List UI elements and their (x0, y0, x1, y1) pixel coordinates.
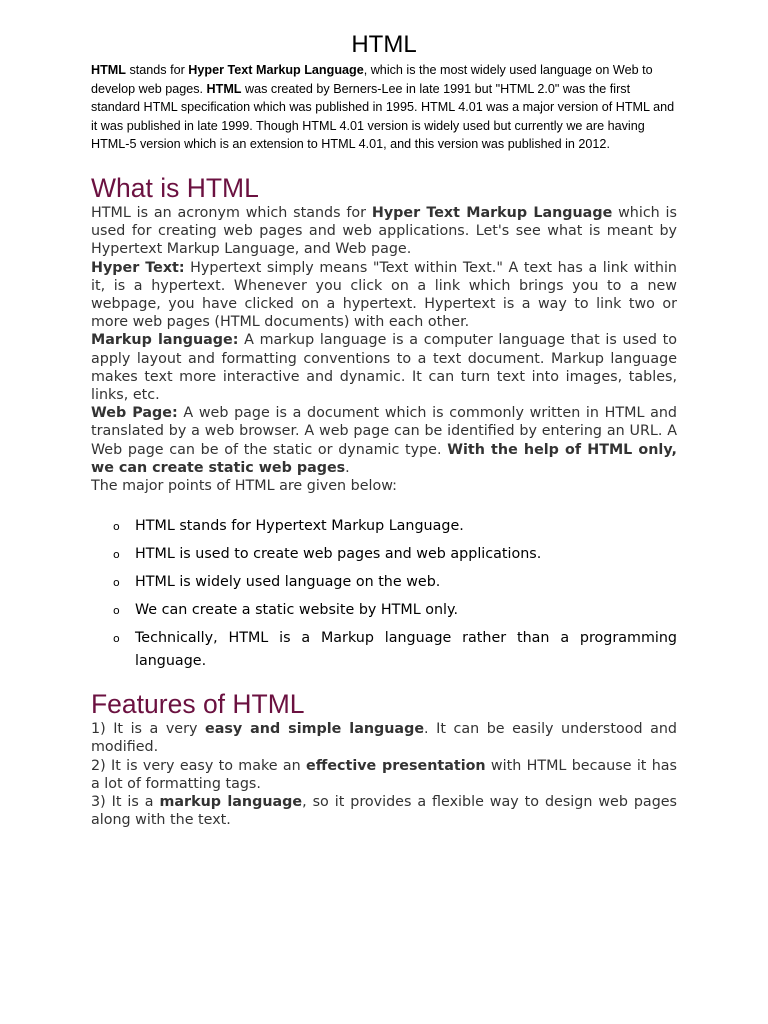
intro-html-bold: HTML (91, 63, 126, 77)
circle-bullet-icon: o (113, 632, 120, 646)
feature-3-paragraph (91, 793, 677, 829)
page-title: HTML (351, 31, 417, 58)
hyper-text-paragraph (91, 259, 677, 332)
paragraph-text: which is used for creating web pages and web applications. Let's see what is meant by Hypertext Markup Language, and Web page. (91, 204, 677, 258)
intro-text: was created by Berners-Lee in late 1991 but "HTML 2.0" was the first standard HTML specification which was published in 1995. HTML 4.01 was a major version of HTML and it was published in late 1999. Though HTML 4.01 version is widely used but currently we are having HTML-5 version which is an extension to HTML 4.01, and this version was published in 2012. (91, 81, 675, 152)
paragraph-text: , so it provides a flexible way to design web pages along with the text. (91, 794, 678, 829)
intro-text: stands for (125, 63, 189, 77)
paragraph-text: 1) It is a very (91, 721, 205, 738)
section-heading-what-is-html: What is HTML (91, 172, 259, 203)
paragraph-text: . It can be easily understood and modified. (91, 721, 677, 756)
markup-language-paragraph (91, 331, 677, 404)
paragraph-text: Hypertext simply means "Text within Text." A text has a link within it, is a hypertext. Whenever you click on a link which brings you to a new webpage, you have clicked on a hypertext. Hypertext is a way to link two or more web pages (HTML documents) with each other. (91, 259, 677, 331)
what-is-paragraph (91, 204, 677, 259)
term-label: Markup language: (91, 332, 239, 349)
bold-term: Hyper Text Markup Language (371, 204, 613, 221)
web-page-paragraph (91, 404, 677, 477)
circle-bullet-icon: o (113, 604, 120, 618)
paragraph-text: 2) It is very easy to make an (91, 757, 307, 774)
bold-term: markup language (159, 794, 303, 811)
list-item-text: Technically, HTML is a Markup language rather than a programming language. (135, 630, 677, 670)
intro-paragraph (91, 61, 677, 154)
list-item (91, 515, 677, 538)
feature-1-paragraph (91, 720, 677, 756)
list-item (91, 599, 677, 622)
major-points-intro: The major points of HTML are given below: (91, 478, 397, 495)
list-item-text: HTML is used to create web pages and web applications. (135, 546, 542, 563)
list-item-text: HTML is widely used language on the web. (135, 574, 441, 591)
bold-term: effective presentation (306, 757, 486, 774)
paragraph-text: with HTML because it has a lot of formatting tags. (91, 757, 677, 792)
section-heading-features: Features of HTML (91, 689, 305, 720)
feature-2-paragraph (91, 757, 677, 793)
major-points-list (91, 515, 677, 673)
paragraph-text: 3) It is a (91, 794, 160, 811)
circle-bullet-icon: o (113, 520, 120, 534)
paragraph-text: A markup language is a computer language that is used to apply layout and formatting conventions to a text document. Markup language makes text more interactive and dynamic. It can turn text into images, tables, links, etc. (91, 332, 677, 403)
intro-html-bold-2: HTML (206, 81, 242, 96)
term-label: Web Page: (91, 405, 178, 422)
paragraph-text: HTML is an acronym which stands for (91, 204, 372, 221)
bold-term: easy and simple language (205, 721, 425, 738)
intro-text: , which is the most widely used language on Web to develop web pages. (91, 63, 653, 96)
paragraph-text: A web page is a document which is commonly written in HTML and translated by a web browser. A web page can be identified by entering an URL. A Web page can be of the static or dynamic type. (91, 405, 678, 458)
list-item-text: HTML stands for Hypertext Markup Language. (135, 518, 464, 535)
list-item (91, 543, 677, 566)
list-item (91, 627, 677, 673)
intro-hyper-text-bold: Hyper Text Markup Language (188, 63, 364, 77)
document-page (91, 0, 677, 829)
bold-statement: With the help of HTML only, we can create static web pages (91, 441, 677, 476)
circle-bullet-icon: o (113, 576, 120, 590)
list-item (91, 571, 677, 594)
list-item-text: We can create a static website by HTML only. (135, 602, 458, 619)
term-label: Hyper Text: (91, 259, 185, 276)
circle-bullet-icon: o (113, 548, 120, 562)
paragraph-text: . (345, 459, 350, 476)
